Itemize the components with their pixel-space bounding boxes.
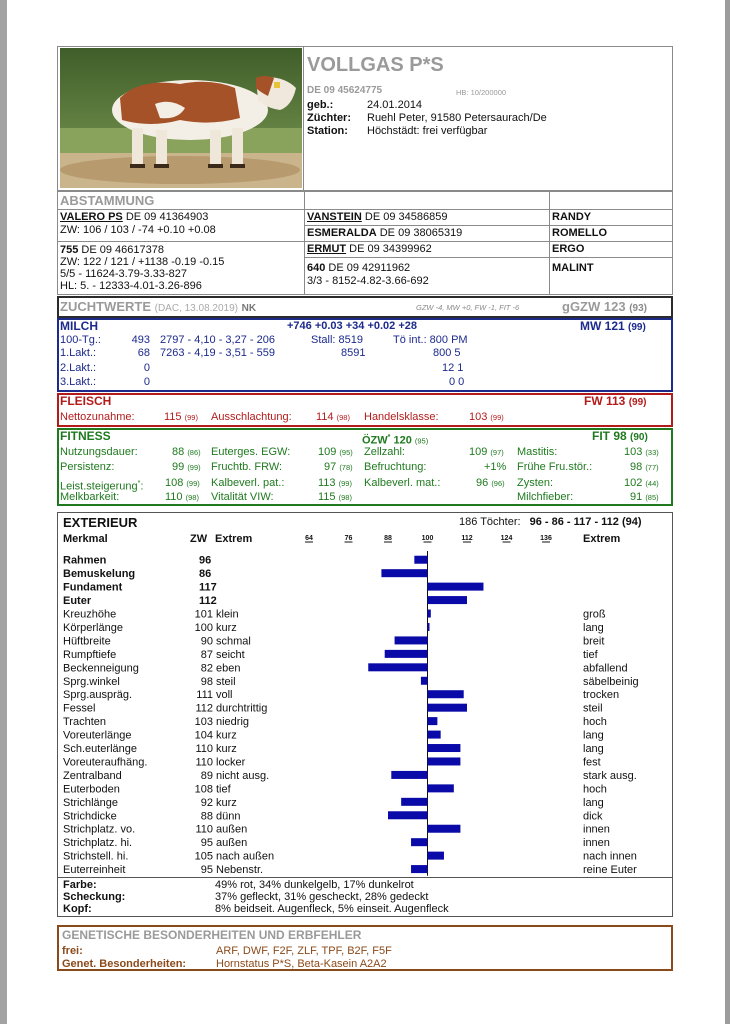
trait-right-extreme: steil [583,702,603,715]
trait-bar [428,757,461,765]
fitness-label: Vitalität VIW: [211,491,274,503]
fitness-label: Kalbeverl. pat.: [211,477,285,489]
fitness-label: Mastitis: [517,446,558,458]
fitness-label: Fruchtb. FRW: [211,461,283,473]
tick-label: 88 [384,535,392,542]
trait-left-extreme: voll [216,689,233,702]
pedigree-title: ABSTAMMUNG [60,193,155,208]
milch-row-label: 3.Lakt.: [60,376,97,388]
exterieur-summary: 96 - 86 - 117 - 112 (94) [529,516,642,528]
fitness-title: FITNESS [60,429,111,443]
milch-row-n: 493 [131,334,150,346]
trait-label: Strichplatz. vo. [63,823,136,836]
trait-right-extreme: dick [583,810,603,823]
trait-value: 112 [195,702,213,715]
dam-dam-sire: MALINT [552,262,594,274]
milch-row-toint: 800 5 [433,347,461,359]
fleisch-item-rel: (99) [490,413,504,422]
fitness-label: Milchfieber: [517,491,574,503]
genetics-title: GENETISCHE BESONDERHEITEN UND ERBFEHLER [62,928,362,942]
appearance-label: Farbe: [63,879,97,891]
sire-zw: ZW: 106 / 103 / -74 +0.10 +0.08 [60,224,216,236]
fitness-number: 88 [172,446,185,458]
fitness-rel: (99) [338,479,352,488]
sire-sire-id: DE 09 34586859 [364,211,448,223]
zuchtwerte-nk: NK [241,303,257,314]
trait-right-extreme: lang [583,743,604,756]
trait-left-extreme: eben [216,662,241,675]
trait-bar [428,690,464,698]
sire-sire-sire: RANDY [552,211,592,223]
appearance-value: 37% gefleckt, 31% gescheckt, 28% gedeckt [215,891,429,903]
trait-label: Zentralband [63,769,122,782]
trait-value: 82 [200,662,213,675]
trait-bar [385,650,428,658]
fitness-label: Frühe Fru.stör.: [517,461,593,473]
trait-right-extreme: groß [583,608,606,621]
tick-label: 64 [305,535,313,542]
tick-label: 100 [421,535,434,542]
milch-row-label: 2.Lakt.: [60,362,97,374]
trait-bar [368,663,427,671]
fleisch-item-label: Nettozunahme: [60,411,135,423]
fitness-label: Befruchtung: [364,461,427,473]
fitness-rel: (95) [339,448,353,457]
dam-id: DE 09 46617378 [81,244,164,256]
fleisch-item-rel: (99) [184,413,198,422]
trait-left-extreme: kurz [216,743,237,756]
fitness-number: 109 [318,446,337,458]
trait-bar [428,744,461,752]
trait-right-extreme: innen [583,823,610,836]
zuchtwerte-date: (DAC, 13.08.2019) [154,303,239,314]
trait-bar [428,583,484,591]
trait-label: Euterboden [63,783,120,796]
milch-mw-value: MW 121 [580,319,625,333]
fleisch-fw-value: FW 113 [584,394,626,408]
trait-label: Rahmen [63,554,107,567]
fleisch-item-number: 115 [164,411,182,423]
trait-bar [428,704,468,712]
fleisch-item-number: 114 [316,411,334,423]
trait-label: Euter [63,595,92,608]
genetics-bes-label: Genet. Besonderheiten: [62,958,187,970]
fitness-number: 99 [172,461,185,473]
sire-id: DE 09 41364903 [125,211,209,223]
trait-label: Rumpftiefe [63,648,117,661]
trait-bar [428,596,468,604]
trait-bar [428,717,438,725]
milch-row-label: 1.Lakt.: [60,347,97,359]
trait-label: Trachten [63,716,107,729]
trait-right-extreme: reine Euter [583,864,637,877]
fitness-number: 115 [318,491,336,503]
trait-left-extreme: nach außen [216,850,275,863]
trait-label: Strichstell. hi. [63,850,129,863]
station-label: Station: [307,125,348,137]
ozw-rel: (95) [414,436,429,446]
fitness-rel: (96) [491,479,505,488]
fitness-number: 91 [630,491,643,503]
dam-zw: ZW: 122 / 121 / +1138 -0.19 -0.15 [60,256,225,268]
trait-right-extreme: fest [583,756,601,769]
trait-bar [428,623,430,631]
trait-value: 103 [194,716,213,729]
milch-mw-rel: (99) [628,322,646,333]
trait-value: 90 [200,635,213,648]
trait-right-extreme: tief [583,648,598,661]
fitness-rel: (33) [645,448,659,457]
trait-label: Euterreinheit [63,864,126,877]
milch-summary: +746 +0.03 +34 +0.02 +28 [287,320,417,332]
fitness-label: Euterges. EGW: [211,446,291,458]
born-label: geb.: [307,99,334,111]
trait-value: 89 [200,769,213,782]
fitness-rel: (85) [645,493,659,502]
fitness-colon: : [140,480,144,493]
trait-value: 87 [200,648,213,661]
fitness-number: 98 [630,461,643,473]
trait-label: Voreuterlänge [63,729,132,742]
tick-label: 76 [344,535,353,542]
trait-left-extreme: nicht ausg. [216,769,270,782]
trait-left-extreme: kurz [216,796,237,809]
tick-label: 124 [500,535,513,542]
trait-bar [401,798,427,806]
bull-name: VOLLGAS P*S [307,54,444,76]
trait-label: Fessel [63,702,96,715]
breeder: Ruehl Peter, 91580 Petersaurach/De [367,112,547,124]
dam-lactation: 5/5 - 11624-3.79-3.33-827 [60,268,187,280]
trait-label: Strichplatz. hi. [63,837,133,850]
genetics-frei: ARF, DWF, F2F, ZLF, TPF, B2F, F5F [216,945,392,957]
fitness-number: 97 [324,461,337,473]
fitness-label: Melkbarkeit: [60,491,120,503]
trait-right-extreme: lang [583,796,604,809]
fitness-rel: (78) [339,463,353,472]
trait-right-extreme: innen [583,837,610,850]
trait-value: 104 [194,729,213,742]
trait-bar [428,731,441,739]
milch-row-values: 2797 - 4,10 - 3,27 - 206 [160,334,275,346]
herdbook-number: HB: 10/200000 [456,88,507,97]
fitness-label: Kalbeverl. mat.: [364,477,441,489]
ozw-label: ÖZW [362,434,388,447]
dam-dam-name: 640 [307,262,326,274]
trait-value: 88 [200,810,213,823]
fleisch-item-rel: (98) [336,413,350,422]
fitness-rel: (99) [186,479,200,488]
appearance-value: 49% rot, 34% dunkelgelb, 17% dunkelrot [215,879,414,891]
trait-label: Beckenneigung [63,662,139,675]
milch-row-stall: 8591 [341,347,366,359]
trait-label: Sprg.winkel [63,675,120,688]
fitness-rel: (98) [185,493,199,502]
ozw-value: 120 [393,434,412,447]
fitness-rel: (97) [490,448,504,457]
fitness-number: 96 [476,477,489,489]
trait-left-extreme: niedrig [216,716,250,729]
dam-dam-id: DE 09 42911962 [328,262,411,274]
sire-name: VALERO PS [60,211,123,223]
trait-bar [391,771,427,779]
trait-value: 108 [194,783,213,796]
trait-label: Voreuteraufhäng. [63,756,148,769]
trait-left-extreme: durchtrittig [216,702,268,715]
tick-label: 136 [540,535,552,542]
dam-sire-name: ERMUT [307,243,347,255]
daughters-count: 186 Töchter: [459,516,521,528]
trait-right-extreme: hoch [583,716,607,729]
fitness-number: 113 [318,477,336,489]
gzw-details: GZW -4, MW +0, FW -1, FIT -6 [416,303,520,312]
genetics-frei-label: frei: [62,945,83,957]
fitness-rel: (77) [645,463,659,472]
trait-right-extreme: nach innen [583,850,637,863]
trait-value: 110 [195,743,213,756]
trait-label: Körperlänge [63,621,123,634]
dam-lifetime: HL: 5. - 12333-4.01-3.26-896 [60,280,202,292]
ggzw-value: gGZW 123 [562,299,626,314]
trait-label: Sch.euterlänge [63,743,137,756]
trait-left-extreme: kurz [216,621,237,634]
fleisch-title: FLEISCH [60,394,112,408]
trait-right-extreme: breit [583,635,605,648]
fleisch-item-label: Ausschlachtung: [211,411,292,423]
milch-row-toint: 0 0 [449,376,465,388]
trait-right-extreme: säbelbeinig [583,675,639,688]
fitness-number: 109 [469,446,488,458]
fitness-rel: (99) [187,463,201,472]
breeder-label: Züchter: [307,112,351,124]
dam-sire-id: DE 09 34399962 [349,243,432,255]
ggzw-rel: (93) [629,303,647,314]
sire-dam-sire: ROMELLO [552,227,607,239]
milch-row-label: 100-Tg.: [60,334,101,346]
zuchtwerte-label: ZUCHTWERTE [60,299,151,314]
trait-left-extreme: schmal [216,635,251,648]
trait-label: Kreuzhöhe [63,608,117,621]
trait-label: Strichlänge [63,796,119,809]
trait-label: Strichdicke [63,810,117,823]
milch-row-stall: Stall: 8519 [311,334,363,346]
fitness-rel: (86) [187,448,201,457]
trait-left-extreme: dünn [216,810,241,823]
trait-label: Hüftbreite [63,635,111,648]
milch-row-values: 7263 - 4,19 - 3,51 - 559 [160,347,275,359]
trait-bar [421,677,428,685]
trait-value: 110 [195,756,213,769]
fitness-number: 103 [624,446,643,458]
fitness-rel: (44) [645,479,659,488]
trait-right-extreme: abfallend [583,662,628,675]
trait-right-extreme: hoch [583,783,607,796]
sire-sire-name: VANSTEIN [307,211,362,223]
trait-value: 95 [200,864,213,877]
ozw-star: * [387,434,391,441]
genetics-bes: Hornstatus P*S, Beta-Kasein A2A2 [216,958,387,970]
trait-bar [414,556,427,564]
col-extrem: Extrem [215,533,253,545]
fitness-value: +1% [484,461,507,473]
trait-value: 92 [200,796,213,809]
trait-value: 95 [200,837,213,850]
milch-row-n: 0 [143,376,150,388]
trait-bar [395,636,428,644]
fitness-number: 108 [165,477,184,489]
trait-left-extreme: kurz [216,729,237,742]
fitness-number: 110 [165,491,183,503]
fitness-label: Nutzungsdauer: [60,446,138,458]
trait-value: 98 [200,675,213,688]
trait-right-extreme: trocken [583,689,620,702]
sire-dam-name: ESMERALDA [307,227,377,239]
bull-id: DE 09 45624775 [307,85,383,96]
trait-right-extreme: lang [583,729,604,742]
trait-left-extreme: seicht [216,648,245,661]
fitness-star: * [137,480,141,487]
col-extrem-right: Extrem [583,533,621,545]
fit-value: FIT 98 [592,429,627,443]
trait-label: Sprg.auspräg. [63,689,133,702]
trait-left-extreme: tief [216,783,231,796]
dam-name: 755 [60,244,79,256]
trait-bar [411,838,427,846]
appearance-value: 8% beidseit. Augenfleck, 5% einseit. Augenfleck [215,903,449,915]
trait-left-extreme: Nebenstr. [216,864,264,877]
trait-bar [428,825,461,833]
exterieur-title: EXTERIEUR [63,515,138,530]
trait-left-extreme: außen [216,837,248,850]
trait-right-extreme: stark ausg. [583,769,637,782]
trait-bar [411,865,427,873]
trait-value: 86 [199,568,212,581]
trait-left-extreme: steil [216,675,236,688]
trait-label: Bemuskelung [63,568,136,581]
fleisch-item-label: Handelsklasse: [364,411,439,423]
station: Höchstädt: frei verfügbar [367,125,488,137]
trait-left-extreme: locker [216,756,246,769]
appearance-label: Kopf: [63,903,92,915]
col-merkmal: Merkmal [63,533,108,545]
dam-sire-sire: ERGO [552,243,585,255]
milch-row-n: 68 [137,347,150,359]
milch-row-toint: 12 1 [442,362,464,374]
trait-bar [428,784,454,792]
appearance-label: Scheckung: [63,891,126,903]
trait-value: 111 [196,689,213,702]
trait-value: 117 [199,581,217,594]
trait-value: 100 [194,621,213,634]
fleisch-fw-rel: (99) [628,397,647,408]
fitness-number: 102 [624,477,643,489]
fitness-rel: (98) [338,493,352,502]
trait-value: 112 [199,595,217,608]
fitness-label-text: Leist.steigerung [60,480,138,493]
trait-bar [388,811,428,819]
trait-right-extreme: lang [583,621,604,634]
fit-rel: (90) [630,432,648,443]
tick-label: 112 [461,535,473,542]
milch-title: MILCH [60,319,98,333]
trait-value: 105 [194,850,213,863]
born-date: 24.01.2014 [367,99,423,111]
dam-dam-lactation: 3/3 - 8152-4.82-3.66-692 [307,275,429,287]
trait-value: 96 [199,554,212,567]
milch-row-n: 0 [143,362,150,374]
milch-row-toint: Tö int.: 800 PM [393,334,468,346]
trait-bar [381,569,427,577]
sire-dam-id: DE 09 38065319 [379,227,463,239]
trait-left-extreme: außen [216,823,248,836]
trait-left-extreme: klein [216,608,239,621]
col-zw: ZW [190,533,208,545]
fitness-label: Persistenz: [60,461,115,473]
fitness-label: Zysten: [517,477,554,489]
trait-value: 101 [194,608,213,621]
fitness-label: Zellzahl: [364,446,405,458]
trait-value: 110 [195,823,213,836]
trait-label: Fundament [63,581,123,594]
trait-bar [428,852,444,860]
trait-bar [428,610,431,618]
fleisch-item-number: 103 [469,411,488,423]
